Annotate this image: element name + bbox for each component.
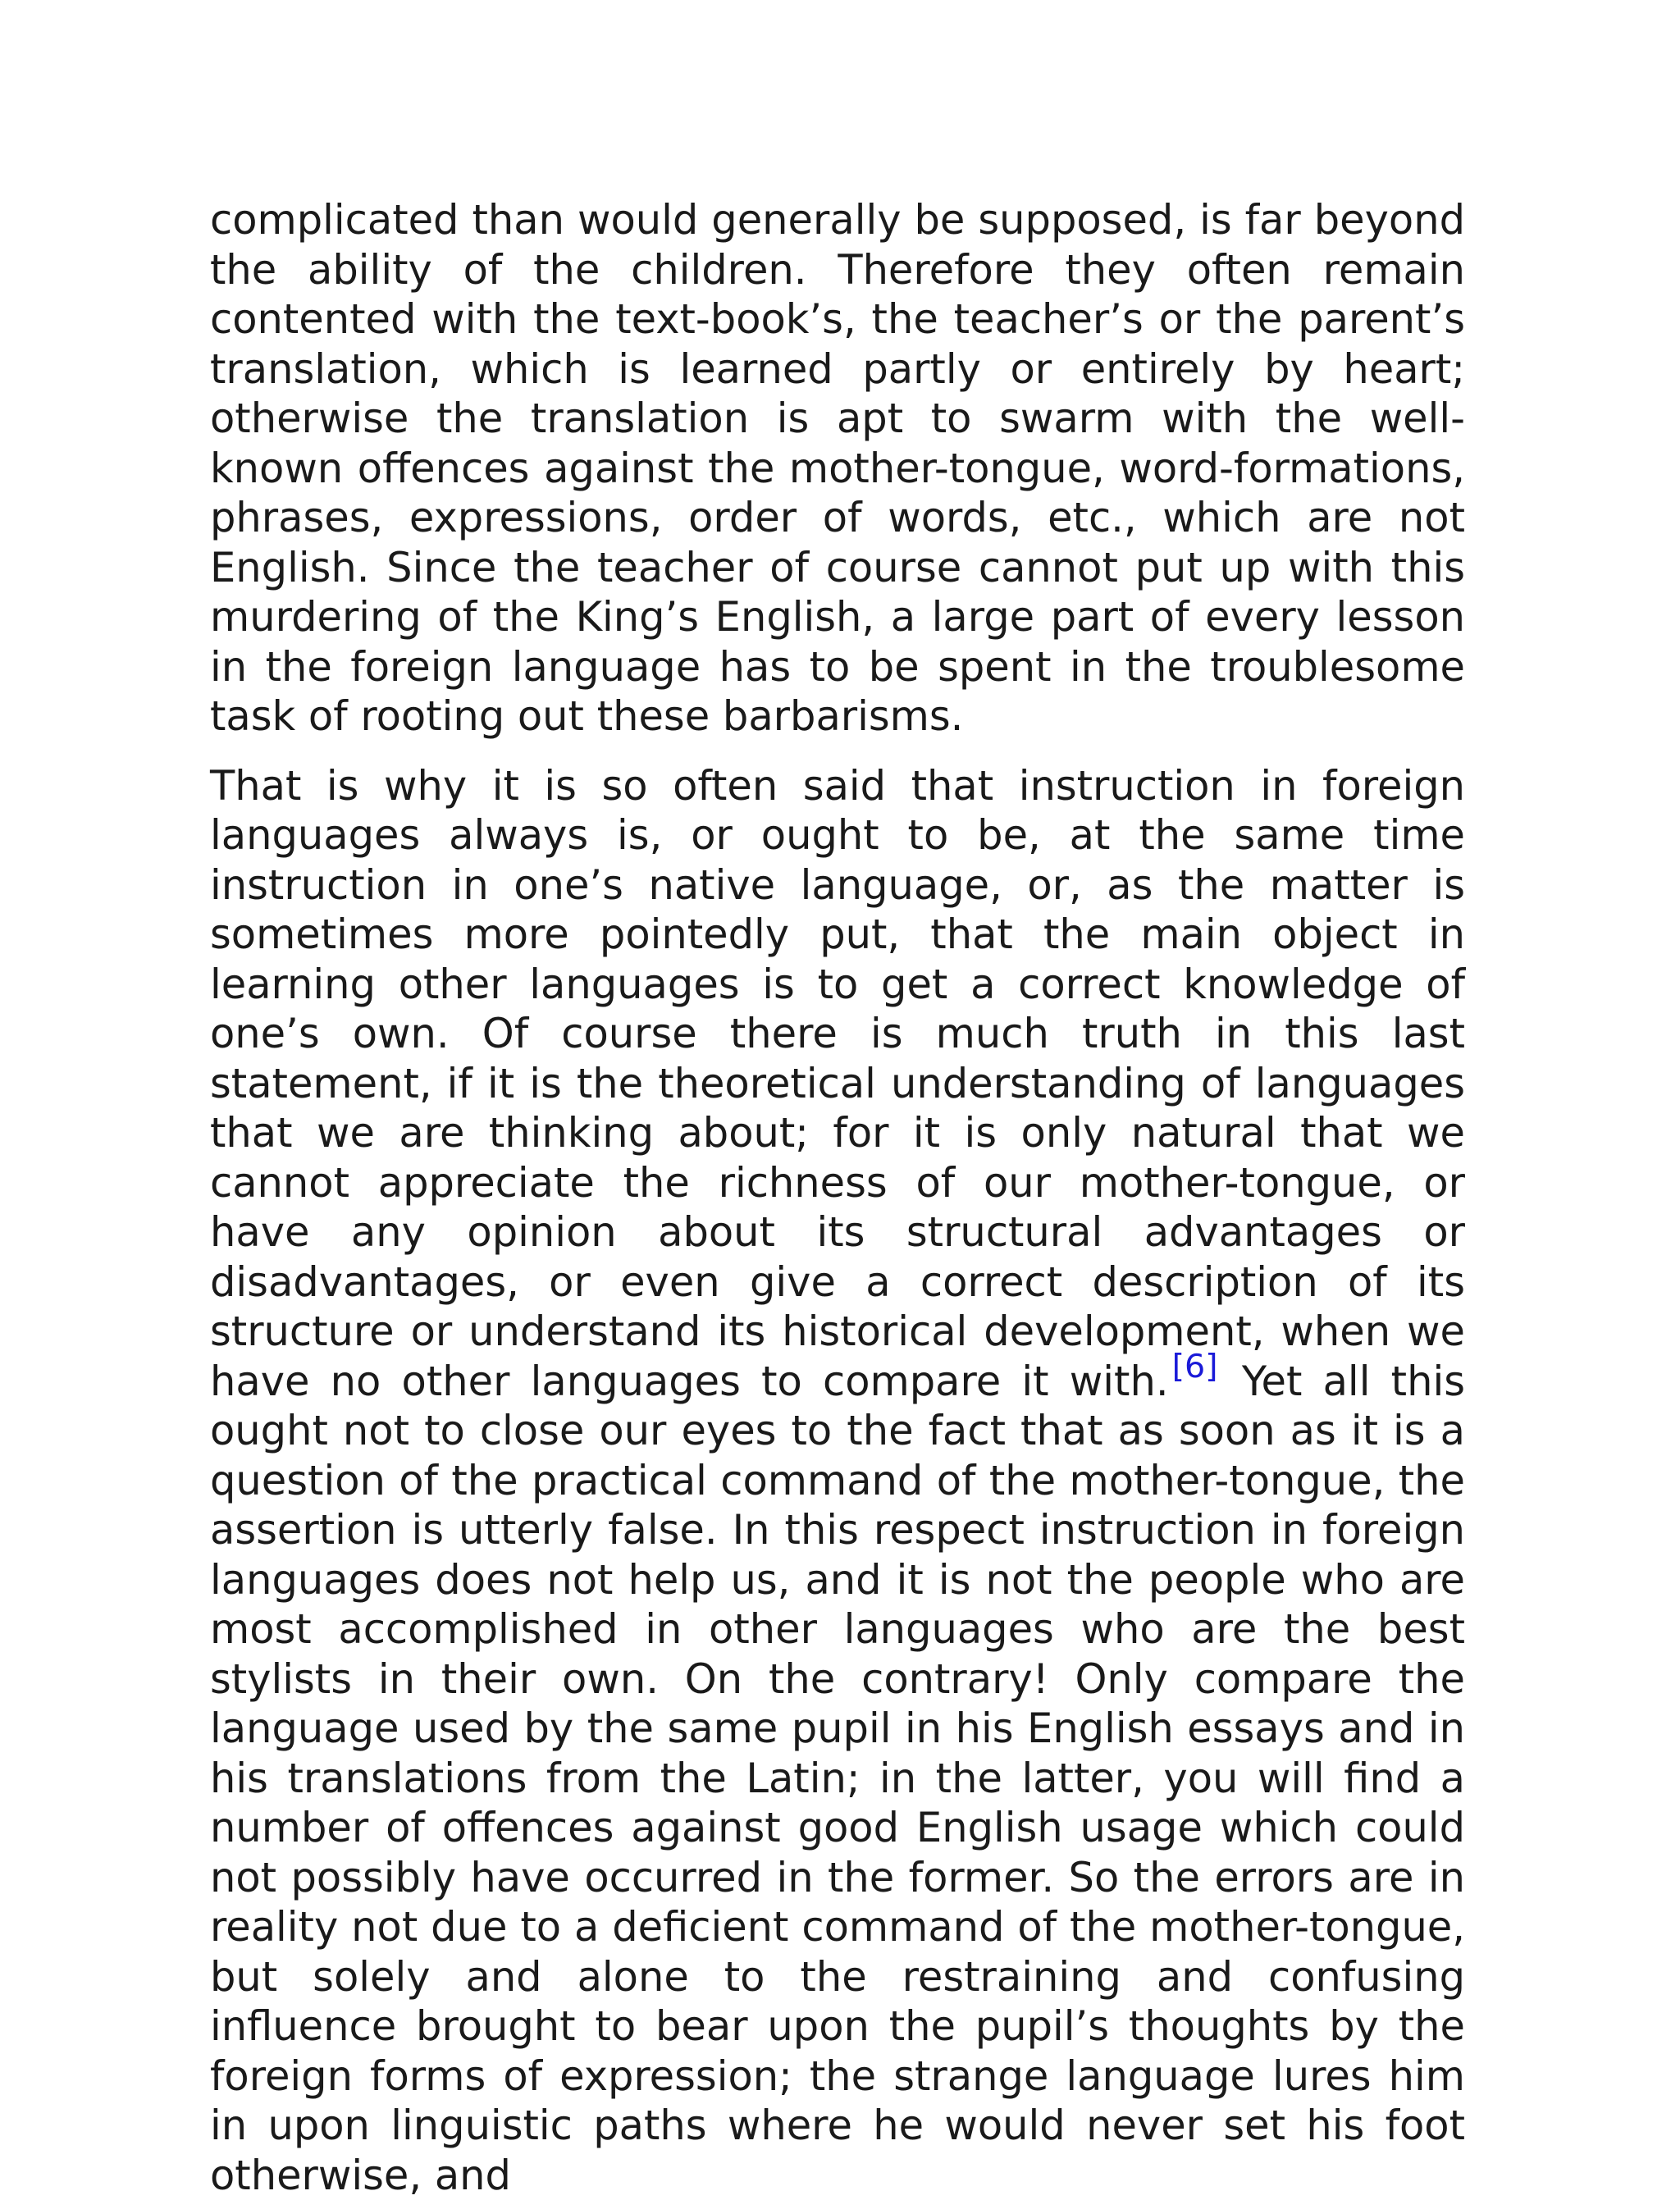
paragraph-2	[210, 761, 1465, 2200]
paragraph-2-text-start: That is why it is so often said that instruction in foreign languages always is, or ought to be, at the same time instruction in one’s native language, or, as the matter is sometimes more pointedly put, that the main object in learning other languages is to get a correct knowledge of one’s own. Of course there is much truth in this last statement, if it is the theoretical understanding of languages that we are thinking about; for it is only natural that we cannot appreciate the richness of our mother-tongue, or have any opinion about its structural advantages or disadvantages, or even give a correct description of its structure or understand its historical development, when we have no other languages to compare it with.	[210, 762, 1465, 1405]
paragraph-1: complicated than would generally be supposed, is far beyond the ability of the children. Therefore they often remain contented with the text-book’s, the teacher’s or the parent’s translation, which is learned partly or entirely by heart; otherwise the translation is apt to swarm with the well-known offences against the mother-tongue, word-formations, phrases, expressions, order of words, etc., which are not English. Since the teacher of course cannot put up with this murdering of the King’s English, a large part of every lesson in the foreign language has to be spent in the troublesome task of rooting out these barbarisms.	[210, 195, 1465, 742]
page-body	[210, 195, 1465, 2200]
footnote-6-link[interactable]: [6]	[1169, 1348, 1221, 1385]
paragraph-2-text-end: Yet all this ought not to close our eyes to the fact that as soon as it is a question of the practical command of the mother-tongue, the assertion is utterly false. In this respect instruction in foreign languages does not help us, and it is not the people who are most accomplished in other languages who are the best stylists in their own. On the contrary! Only compare the language used by the same pupil in his English essays and in his translations from the Latin; in the latter, you will find a number of offences against good English usage which could not possibly have occurred in the former. So the errors are in reality not due to a deficient command of the mother-tongue, but solely and alone to the restraining and confusing influence brought to bear upon the pupil’s thoughts by the foreign forms of expression; the strange language lures him in upon linguistic paths where he would never set his foot otherwise, and	[210, 1358, 1465, 2199]
